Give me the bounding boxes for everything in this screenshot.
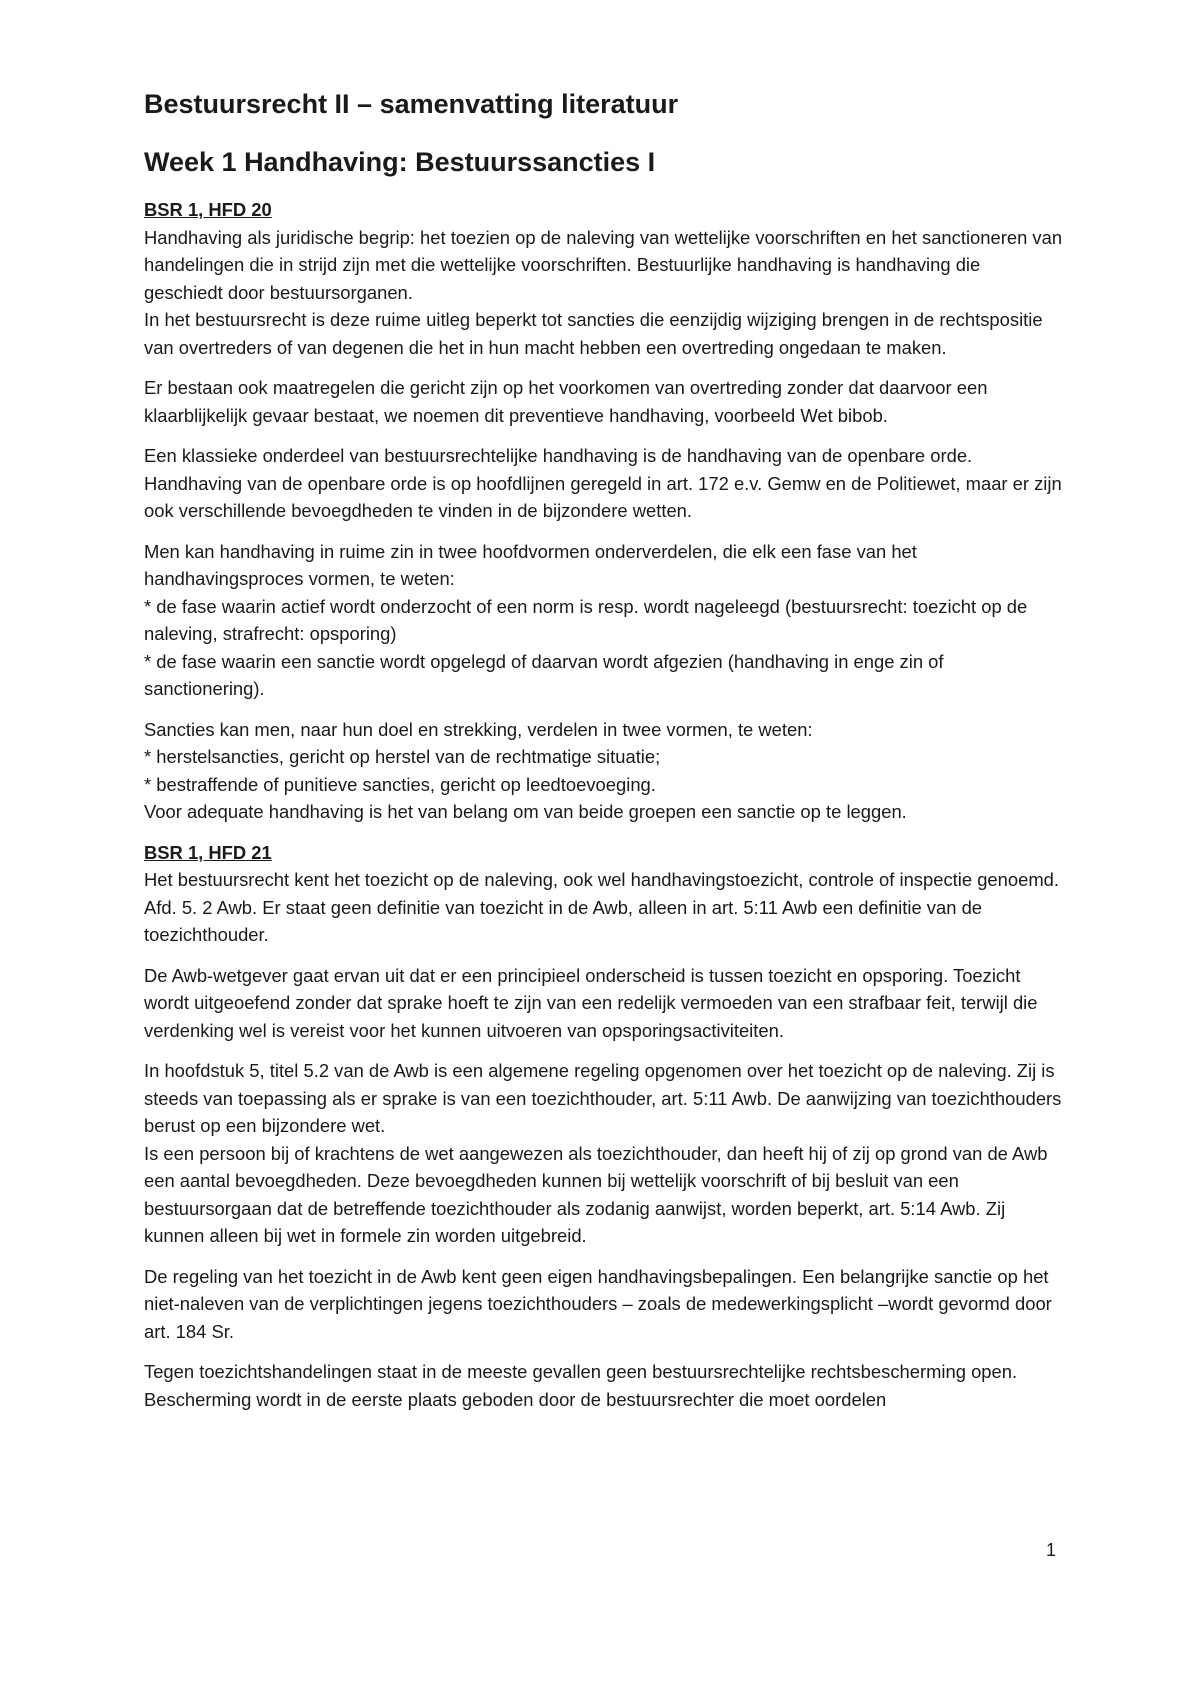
paragraph: In het bestuursrecht is deze ruime uitleg beperkt tot sancties die eenzijdig wijziging brengen in de rechtspositie van overtreders of van degenen die het in hun macht hebben een overtreding ongedaan te maken. xyxy=(144,309,1043,358)
paragraph: In hoofdstuk 5, titel 5.2 van de Awb is een algemene regeling opgenomen over het toezicht op de naleving. Zij is steeds van toepassing als er sprake is van een toezichthouder, art. 5:11 Awb. De aanwijzing van toezichthouders berust op een bijzondere wet. xyxy=(144,1060,1062,1136)
paragraph: Sancties kan men, naar hun doel en strekking, verdelen in twee vormen, te weten: xyxy=(144,718,813,740)
paragraph: Handhaving als juridische begrip: het toezien op de naleving van wettelijke voorschriften en het sanctioneren van handelingen die in strijd zijn met die wettelijke voorschriften. Bestuurlijke handhaving is handhaving die geschiedt door bestuursorganen. xyxy=(144,226,1063,303)
section-heading: BSR 1, HFD 21 xyxy=(144,841,272,863)
page-number: 1 xyxy=(1046,1540,1057,1560)
paragraph: Men kan handhaving in ruime zin in twee hoofdvormen onderverdelen, die elk een fase van het handhavingsproces vormen, te weten: xyxy=(144,540,917,589)
paragraph: Is een persoon bij of krachtens de wet aangewezen als toezichthouder, dan heeft hij of zij op grond van de Awb een aantal bevoegdheden. Deze bevoegdheden kunnen bij wettelijk voorschrift of bij besluit van een bestuursorgaan dat de betreffende toezichthouder als zodanig aanwijst, worden beperkt, art. 5:14 Awb. Zij kunnen alleen bij wet in formele zin worden uitgebreid. xyxy=(144,1142,1048,1246)
list-item: * bestraffende of punitieve sancties, gericht op leedtoevoeging. xyxy=(144,773,656,795)
document-body xyxy=(144,86,1064,1413)
section-hfd-20 xyxy=(144,196,1064,826)
section-hfd-21 xyxy=(144,839,1064,1414)
paragraph: Voor adequate handhaving is het van belang om van beide groepen een sanctie op te leggen. xyxy=(144,801,907,822)
paragraph: De regeling van het toezicht in de Awb kent geen eigen handhavingsbepalingen. Een belangrijke sanctie op het niet-naleven van de verplichtingen jegens toezichthouders – zoals de medewerkingsplicht –wordt gevormd door art. 184 Sr. xyxy=(144,1265,1052,1342)
paragraph: Een klassieke onderdeel van bestuursrechtelijke handhaving is de handhaving van de openbare orde. Handhaving van de openbare orde is op hoofdlijnen geregeld in art. 172 e.v. Gemw en de Politiewet, maar er zijn ook verschillende bevoegdheden te vinden in de bijzondere wetten. xyxy=(144,445,1062,521)
list-item: * de fase waarin een sanctie wordt opgelegd of daarvan wordt afgezien (handhaving in enge zin of sanctionering). xyxy=(144,650,944,699)
section-heading: BSR 1, HFD 20 xyxy=(144,199,272,220)
week-heading: Week 1 Handhaving: Bestuurssancties I xyxy=(144,147,656,177)
paragraph: Er bestaan ook maatregelen die gericht zijn op het voorkomen van overtreding zonder dat daarvoor een klaarblijkelijk gevaar bestaat, we noemen dit preventieve handhaving, voorbeeld Wet bibob. xyxy=(144,377,988,426)
paragraph: De Awb-wetgever gaat ervan uit dat er een principieel onderscheid is tussen toezicht en opsporing. Toezicht wordt uitgeoefend zonder dat sprake hoeft te zijn van een redelijk vermoeden van een strafbaar feit, terwijl die verdenking wel is vereist voor het kunnen uitvoeren van opsporingsactiviteiten. xyxy=(144,964,1038,1041)
document-title: Bestuursrecht II – samenvatting literatuur xyxy=(144,89,679,119)
list-item: * de fase waarin actief wordt onderzocht of een norm is resp. wordt nageleegd (bestuursrecht: toezicht op de naleving, strafrecht: opsporing) xyxy=(144,595,1028,644)
list-item: * herstelsancties, gericht op herstel van de rechtmatige situatie; xyxy=(144,746,661,767)
paragraph: Het bestuursrecht kent het toezicht op de naleving, ook wel handhavingstoezicht, controle of inspectie genoemd. Afd. 5. 2 Awb. Er staat geen definitie van toezicht in de Awb, alleen in art. 5:11 Awb een definitie van de toezichthouder. xyxy=(144,869,1059,945)
paragraph: Tegen toezichtshandelingen staat in de meeste gevallen geen bestuursrechtelijke rechtsbescherming open. Bescherming wordt in de eerste plaats geboden door de bestuursrechter die moet oordelen xyxy=(144,1361,1018,1410)
